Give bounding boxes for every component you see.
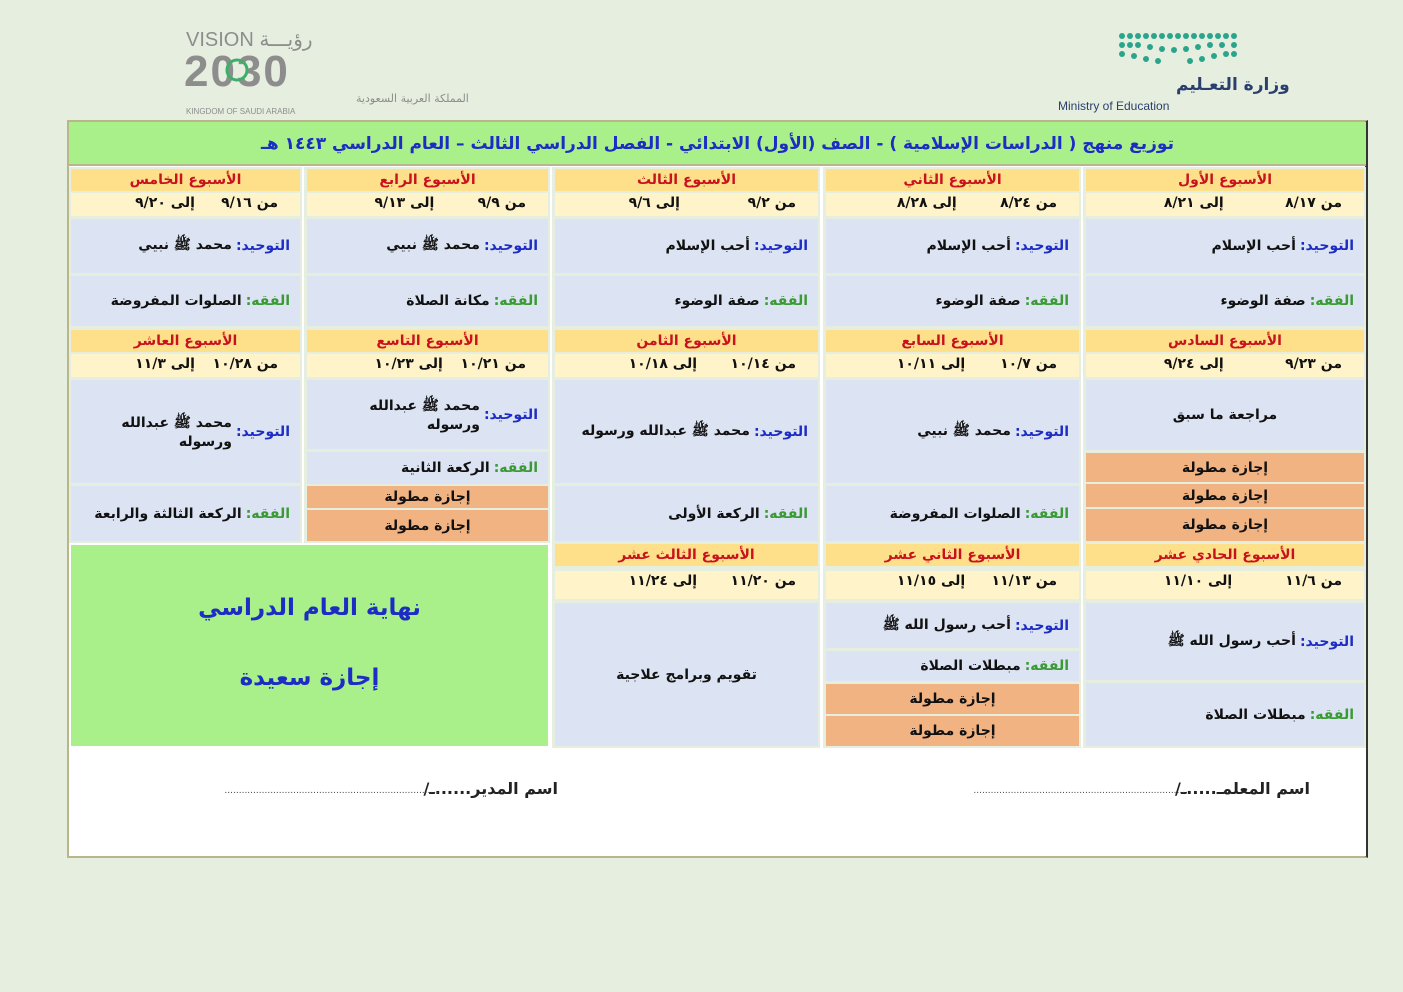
- date-to: إلى ٨/٢١: [1163, 195, 1224, 211]
- fiqh-lesson: صفة الوضوء: [935, 293, 1021, 309]
- tawheed-label: التوحيد:: [1014, 617, 1069, 634]
- week-dates-9: [307, 354, 548, 377]
- fiqh-label: الفقه:: [763, 505, 808, 522]
- week-dates-1: [1086, 193, 1364, 216]
- date-from: من ٩/١٦: [221, 195, 278, 211]
- week-header-11: الأسبوع الحادي عشر: [1086, 544, 1364, 566]
- signature-area: [69, 748, 1366, 856]
- tawheed-lesson: أحب الإسلام: [926, 238, 1011, 254]
- holiday-cell: إجازة مطولة: [1086, 484, 1364, 507]
- fiqh-lesson: الصلوات المفروضة: [110, 293, 242, 309]
- tawheed-lesson: أحب الإسلام: [1211, 238, 1296, 254]
- assessment-text: تقويم وبرامج علاجية: [616, 666, 757, 683]
- page-title: توزيع منهج ( الدراسات الإسلامية ) - الصف (الأول) الابتدائي - الفصل الدراسي الثالث – العام الدراسي ١٤٤٣ هـ: [69, 122, 1366, 166]
- holiday-cell: إجازة مطولة: [1086, 453, 1364, 482]
- week-header-12: الأسبوع الثاني عشر: [826, 544, 1079, 566]
- tawheed-label: التوحيد:: [483, 406, 538, 423]
- holiday-cell: إجازة مطولة: [307, 510, 548, 541]
- fiqh-lesson: مكانة الصلاة: [406, 293, 490, 309]
- date-from: من ٨/١٧: [1285, 195, 1342, 211]
- fiqh-lesson: الصلوات المفروضة: [889, 505, 1021, 522]
- fiqh-label: الفقه:: [1024, 293, 1069, 309]
- date-from: من ١٠/٢٨: [212, 356, 278, 372]
- date-to: إلى ١١/٣: [135, 356, 195, 372]
- holiday-cell: إجازة مطولة: [1086, 509, 1364, 541]
- tawheed-lesson: أحب الإسلام: [665, 238, 750, 254]
- date-to: إلى ٩/٦: [628, 195, 680, 211]
- tawheed-label: التوحيد:: [1299, 238, 1354, 254]
- fiqh-cell: [307, 452, 548, 484]
- tawheed-cell: [71, 219, 300, 273]
- tawheed-label: التوحيد:: [753, 238, 808, 254]
- fiqh-lesson: مبطلات الصلاة: [1205, 706, 1306, 723]
- fiqh-cell: [826, 486, 1079, 541]
- week-dates-3: [555, 193, 818, 216]
- date-from: من ١٠/٢١: [460, 356, 526, 372]
- fiqh-label: الفقه:: [493, 460, 538, 476]
- tawheed-lesson: محمد ﷺ عبدالله ورسوله: [369, 397, 480, 433]
- tawheed-cell: [826, 219, 1079, 273]
- date-to: إلى ٩/٢٤: [1163, 356, 1224, 372]
- end-of-year-text: نهاية العام الدراسي: [198, 595, 421, 621]
- fiqh-cell: [1086, 276, 1364, 326]
- tawheed-label: التوحيد:: [1014, 238, 1069, 254]
- week-header-1: الأسبوع الأول: [1086, 169, 1364, 191]
- tawheed-lesson: محمد ﷺ نبيي: [138, 237, 232, 253]
- assessment-cell: [555, 603, 818, 746]
- vision-top-text: VISION رؤيـــة: [186, 29, 313, 51]
- week-dates-11: [1086, 571, 1364, 599]
- tawheed-label: التوحيد:: [483, 238, 538, 254]
- tawheed-cell: [826, 603, 1079, 648]
- date-to: إلى ١١/١٠: [1163, 573, 1233, 589]
- holiday-cell: إجازة مطولة: [826, 716, 1079, 746]
- date-to: إلى ١٠/١٨: [628, 356, 698, 372]
- date-to: إلى ٩/٢٠: [135, 195, 195, 211]
- fiqh-lesson: الركعة الثانية: [401, 460, 490, 476]
- vision-2030-logo: [180, 24, 469, 116]
- week-dates-2: [826, 193, 1079, 216]
- fiqh-lesson: صفة الوضوء: [1220, 293, 1306, 309]
- fiqh-label: الفقه:: [1309, 293, 1354, 309]
- fiqh-cell: [307, 276, 548, 326]
- tawheed-lesson: محمد ﷺ نبيي: [386, 237, 480, 253]
- fiqh-lesson: الركعة الثالثة والرابعة: [94, 505, 242, 522]
- fiqh-label: الفقه:: [763, 293, 808, 309]
- date-to: إلى ١١/١٥: [896, 573, 966, 589]
- date-to: إلى ١١/٢٤: [628, 573, 698, 589]
- review-text: مراجعة ما سبق: [1172, 407, 1278, 423]
- date-from: من ١١/٦: [1285, 573, 1342, 589]
- teacher-signature-line: ...........................................................................: [973, 786, 1188, 796]
- tawheed-lesson: أحب رسول الله ﷺ: [882, 616, 1011, 633]
- vision-en-text: KINGDOM OF SAUDI ARABIA: [186, 107, 296, 116]
- week-dates-4: [307, 193, 548, 216]
- tawheed-cell: [555, 219, 818, 273]
- fiqh-cell: [826, 276, 1079, 326]
- fiqh-cell: [1086, 683, 1364, 746]
- tawheed-cell: [307, 380, 548, 449]
- tawheed-lesson: أحب رسول الله ﷺ: [1167, 632, 1296, 649]
- date-to: إلى ٩/١٣: [374, 195, 435, 211]
- week-dates-6: [1086, 354, 1364, 377]
- week-header-6: الأسبوع السادس: [1086, 330, 1364, 352]
- week-header-7: الأسبوع السابع: [826, 330, 1079, 352]
- tawheed-cell: [1086, 603, 1364, 680]
- week-header-10: الأسبوع العاشر: [71, 330, 300, 352]
- tawheed-cell: [555, 380, 818, 483]
- week-dates-12: [826, 571, 1079, 599]
- moe-en-text: Ministry of Education: [1058, 99, 1170, 113]
- week-dates-7: [826, 354, 1079, 377]
- vision-ar-text: المملكة العربية السعودية: [356, 92, 469, 105]
- week-header-3: الأسبوع الثالث: [555, 169, 818, 191]
- date-to: إلى ٨/٢٨: [896, 195, 957, 211]
- date-from: من ٩/٢٣: [1285, 356, 1342, 372]
- week-header-9: الأسبوع التاسع: [307, 330, 548, 352]
- moe-emblem-icon: [1119, 33, 1237, 64]
- fiqh-label: الفقه:: [1024, 658, 1069, 674]
- moe-ar-text: وزارة التعـليم: [1176, 75, 1290, 95]
- date-from: من ١١/٢٠: [730, 573, 796, 589]
- week-dates-8: [555, 354, 818, 377]
- tawheed-label: التوحيد:: [235, 423, 290, 440]
- fiqh-cell: [71, 486, 300, 541]
- tawheed-cell: [71, 380, 300, 483]
- tawheed-cell: [1086, 219, 1364, 273]
- date-to: إلى ١٠/١١: [896, 356, 966, 372]
- week-header-5: الأسبوع الخامس: [71, 169, 300, 191]
- date-from: من ١٠/٧: [1000, 356, 1057, 372]
- tawheed-lesson: محمد ﷺ عبدالله ورسوله: [121, 414, 232, 450]
- week-dates-10: [71, 354, 300, 377]
- fiqh-label: الفقه:: [245, 293, 290, 309]
- date-from: من ٨/٢٤: [1000, 195, 1057, 211]
- end-of-year-box: [71, 545, 548, 746]
- review-cell: [1086, 380, 1364, 450]
- date-from: من ٩/٢: [747, 195, 796, 211]
- ministry-of-education-logo: [1050, 30, 1290, 115]
- tawheed-label: التوحيد:: [1299, 633, 1354, 650]
- holiday-cell: إجازة مطولة: [826, 684, 1079, 714]
- tawheed-cell: [826, 380, 1079, 483]
- fiqh-lesson: مبطلات الصلاة: [920, 658, 1021, 674]
- tawheed-lesson: محمد ﷺ نبيي: [917, 422, 1011, 439]
- week-dates-5: [71, 193, 300, 216]
- teacher-name-label: اسم المعلمـ.....ـ/: [1174, 779, 1310, 798]
- principal-name-label: اسم المدير......ـ/: [423, 779, 558, 798]
- fiqh-cell: [555, 276, 818, 326]
- tawheed-label: التوحيد:: [1014, 423, 1069, 440]
- date-from: من ١١/١٣: [991, 573, 1057, 589]
- week-header-4: الأسبوع الرابع: [307, 169, 548, 191]
- fiqh-cell: [71, 276, 300, 326]
- tawheed-label: التوحيد:: [753, 423, 808, 440]
- fiqh-label: الفقه:: [493, 293, 538, 309]
- holiday-cell: إجازة مطولة: [307, 486, 548, 508]
- fiqh-lesson: صفة الوضوء: [674, 293, 760, 309]
- week-header-13: الأسبوع الثالث عشر: [555, 544, 818, 566]
- fiqh-label: الفقه:: [1309, 706, 1354, 723]
- happy-holiday-text: إجازة سعيدة: [239, 665, 380, 691]
- tawheed-cell: [307, 219, 548, 273]
- week-header-8: الأسبوع الثامن: [555, 330, 818, 352]
- fiqh-label: الفقه:: [1024, 505, 1069, 522]
- tawheed-label: التوحيد:: [235, 238, 290, 254]
- tawheed-lesson: محمد ﷺ عبدالله ورسوله: [581, 422, 750, 439]
- date-to: إلى ١٠/٢٣: [374, 356, 443, 372]
- principal-signature-line: ...........................................................................: [224, 786, 439, 796]
- vision-year-text: 2030: [184, 47, 290, 96]
- fiqh-lesson: الركعة الأولى: [668, 505, 760, 522]
- fiqh-cell: [826, 651, 1079, 681]
- week-dates-13: [555, 571, 818, 599]
- week-header-2: الأسبوع الثاني: [826, 169, 1079, 191]
- date-from: من ٩/٩: [477, 195, 526, 211]
- date-from: من ١٠/١٤: [730, 356, 796, 372]
- fiqh-cell: [555, 486, 818, 541]
- fiqh-label: الفقه:: [245, 505, 290, 522]
